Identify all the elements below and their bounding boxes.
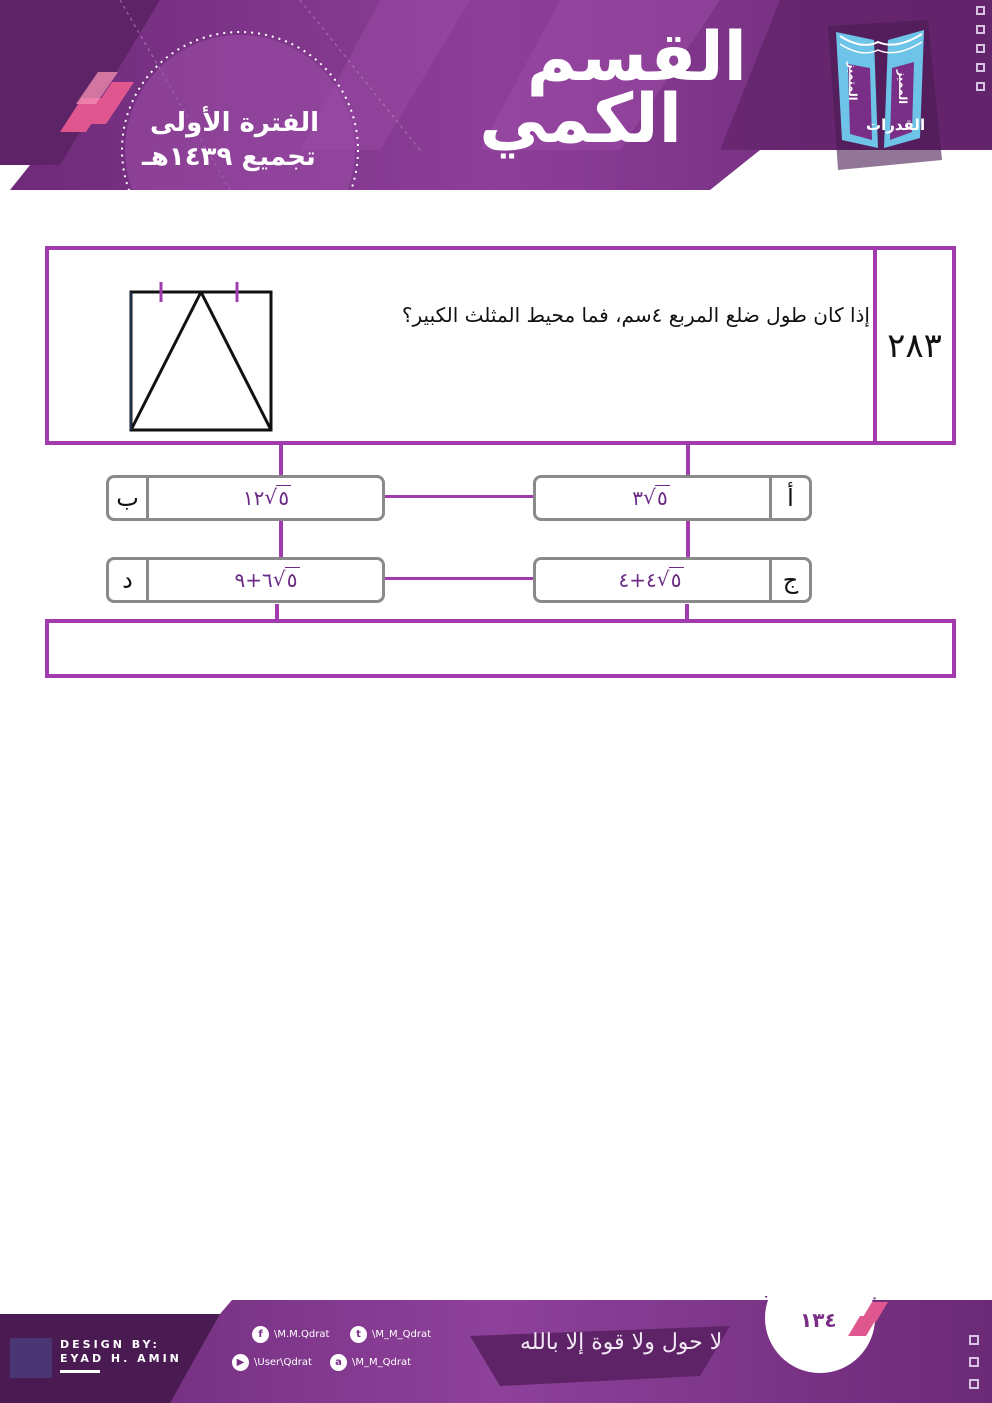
collection-year-label: تجميع ١٤٣٩هـ	[142, 142, 316, 172]
logo-main-text: القدرات	[866, 116, 926, 134]
sqrt-icon	[273, 568, 300, 592]
answer-value-c	[536, 560, 766, 600]
answer-option-b[interactable]	[106, 475, 385, 521]
page-header	[0, 0, 992, 190]
answer-b-coefficient: ١٢	[242, 486, 265, 510]
answer-d-radicand: ٥	[286, 568, 298, 592]
ask-icon: a	[330, 1354, 347, 1371]
connector-line	[686, 445, 690, 479]
answer-value-d	[152, 560, 382, 600]
social-handle: \M_M_Qdrat	[352, 1357, 412, 1368]
connector-line	[385, 577, 535, 580]
square-triangle-figure	[127, 280, 277, 435]
calligraphy-text: لا حول ولا قوة إلا بالله	[520, 1330, 723, 1355]
answer-c-coefficient: ٤+٤	[618, 568, 657, 592]
answer-letter-a: أ	[769, 478, 809, 518]
answer-b-radicand: ٥	[278, 486, 290, 510]
answer-a-radicand: ٥	[657, 486, 668, 510]
answer-c-radicand: ٥	[670, 568, 682, 592]
question-card	[45, 246, 956, 445]
social-facebook[interactable]	[252, 1326, 329, 1343]
book-logo-icon	[818, 20, 946, 170]
social-handle: \User\Qdrat	[254, 1357, 312, 1368]
logo-side-text-1: المتميز	[846, 62, 859, 101]
connector-line	[279, 521, 283, 561]
connector-line	[279, 445, 283, 479]
answer-option-a[interactable]	[533, 475, 812, 521]
answer-d-coefficient: ٦+٩	[234, 568, 273, 592]
period-label: الفترة الأولى	[150, 108, 320, 138]
social-handle: \M.M.Qdrat	[274, 1329, 330, 1340]
social-twitter[interactable]	[350, 1326, 431, 1343]
square-icon	[976, 82, 985, 91]
connector-line	[686, 521, 690, 561]
connector-line	[685, 604, 689, 620]
answer-letter-b: ب	[109, 478, 149, 518]
question-number-cell	[873, 250, 952, 441]
social-ask[interactable]	[330, 1354, 411, 1371]
designer-name: EYAD H. AMIN	[60, 1352, 182, 1365]
sqrt-icon	[264, 486, 291, 510]
page-footer	[0, 1296, 992, 1403]
answer-a-coefficient: ٣	[632, 486, 643, 510]
square-icon	[976, 6, 985, 15]
connector-line	[275, 604, 279, 620]
social-handle: \M_M_Qdrat	[372, 1329, 432, 1340]
answer-option-d[interactable]	[106, 557, 385, 603]
square-icon	[976, 44, 985, 53]
social-youtube[interactable]	[232, 1354, 312, 1371]
solution-area	[45, 619, 956, 678]
answer-option-c[interactable]	[533, 557, 812, 603]
logo-side-text-2: المميز	[896, 70, 909, 104]
design-credit-label: DESIGN BY:	[60, 1338, 160, 1351]
square-icon	[976, 25, 985, 34]
decorative-squares	[974, 0, 988, 101]
answer-letter-c: ج	[769, 560, 809, 600]
answer-value-a	[536, 478, 766, 518]
answer-value-b	[152, 478, 382, 518]
connector-line	[385, 495, 535, 498]
twitter-icon: t	[350, 1326, 367, 1343]
sqrt-icon	[643, 486, 670, 510]
answer-letter-d: د	[109, 560, 149, 600]
page-number: ١٣٤	[800, 1308, 837, 1332]
square-icon	[976, 63, 985, 72]
section-title-line2: الكمي	[479, 80, 682, 159]
facebook-icon: f	[252, 1326, 269, 1343]
sqrt-icon	[657, 568, 684, 592]
question-text: إذا كان طول ضلع المربع ٤سم، فما محيط المثلث الكبير؟	[401, 303, 870, 327]
section-title-line1: القسم	[526, 18, 747, 97]
question-number: ٢٨٣	[887, 325, 942, 366]
youtube-icon: ▶	[232, 1354, 249, 1371]
